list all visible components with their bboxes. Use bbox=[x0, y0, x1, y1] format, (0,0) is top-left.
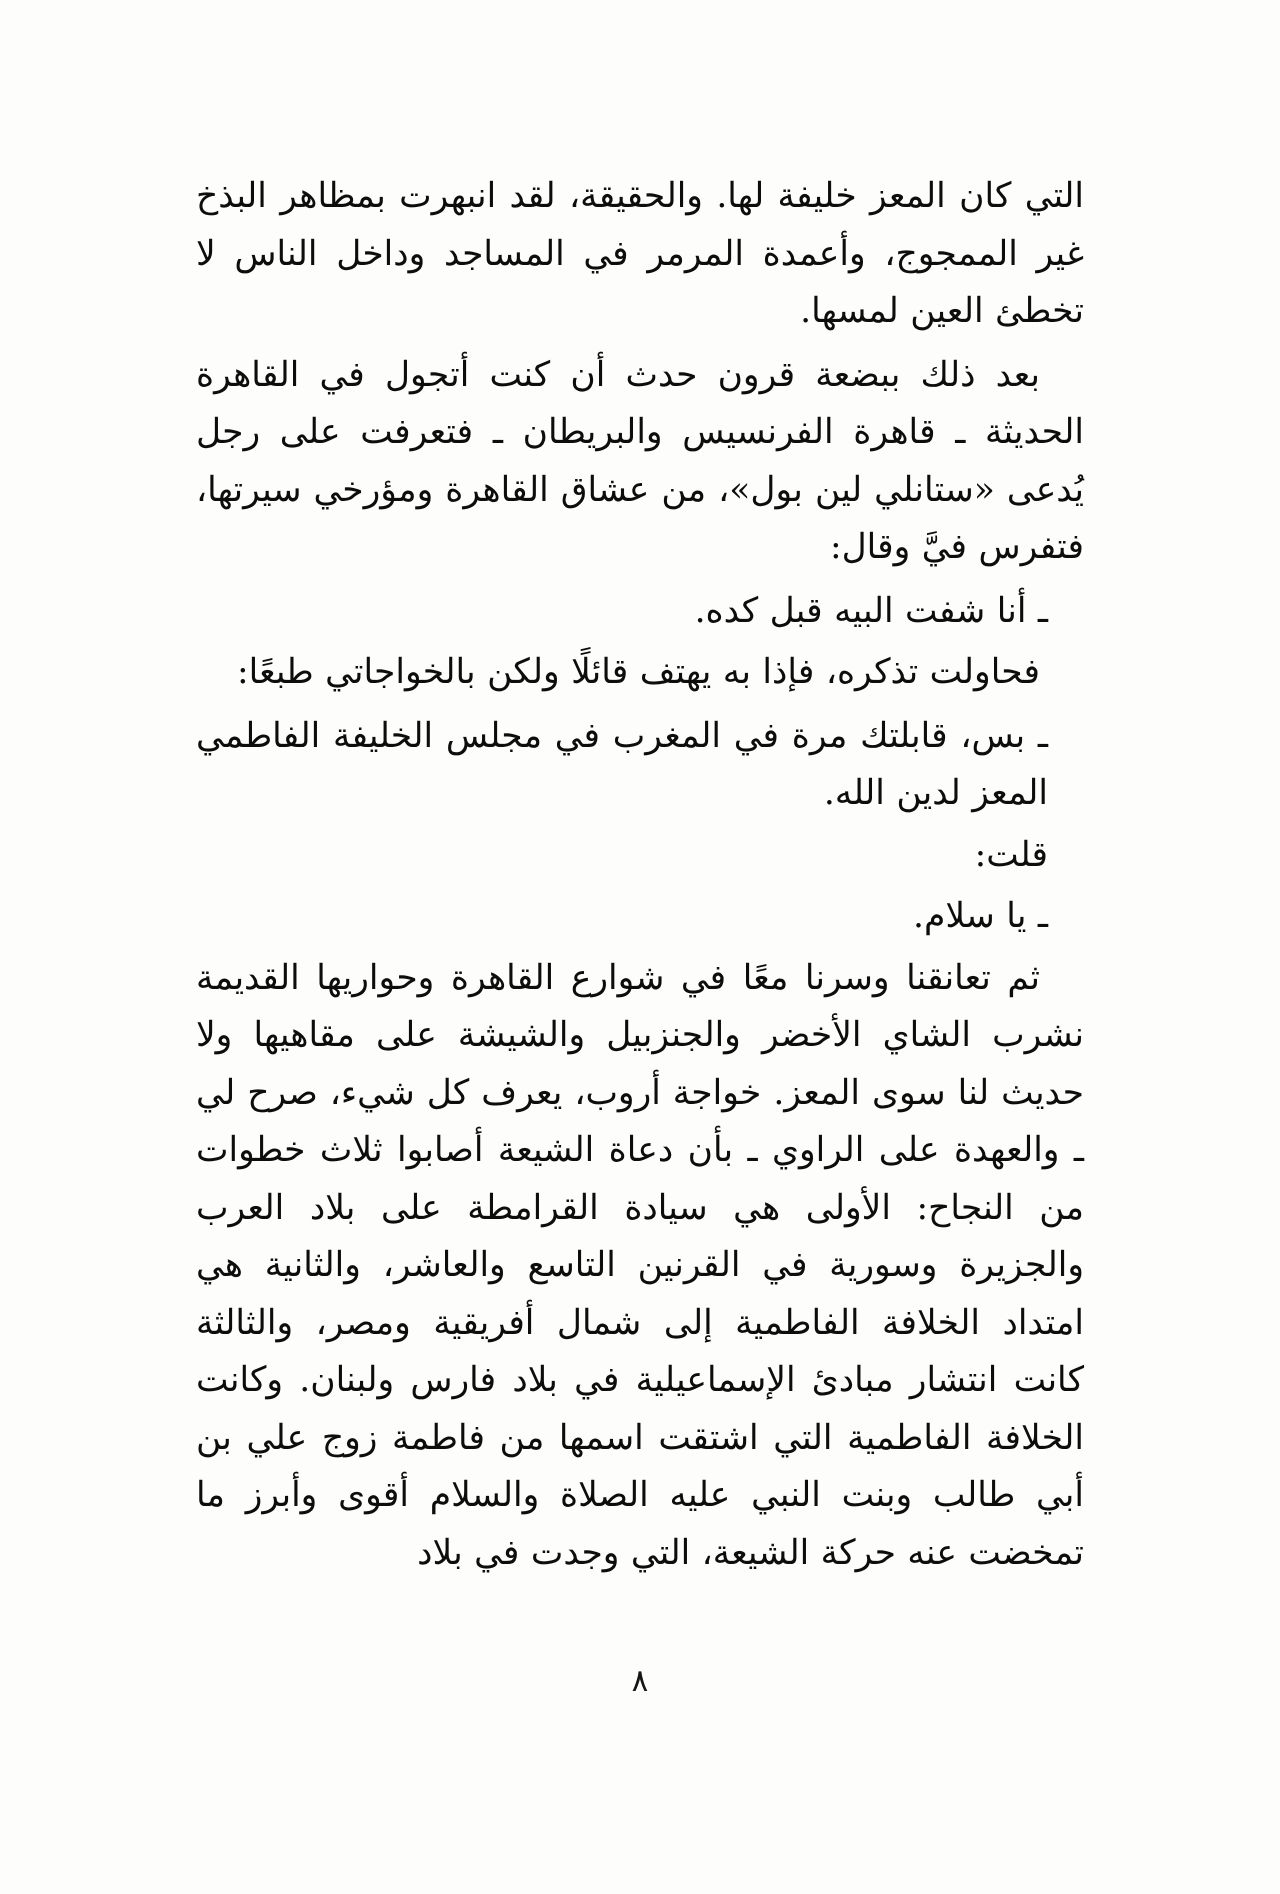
page-number: ٨ bbox=[631, 1663, 649, 1699]
dialogue-line-3: ـ يا سلام. bbox=[913, 896, 1048, 936]
narrator-said-label: قلت: bbox=[974, 834, 1048, 875]
page-text-body bbox=[196, 168, 1084, 1582]
paragraph-fatimid-history: ثم تعانقنا وسرنا معًا في شوارع القاهرة وحواريها القديمة نشرب الشاي الأخضر والجنزبيل والشيشة على مقاهيها ولا حديث لنا سوى المعز. خواجة أروب، يعرف كل شيء، صرح لي ـ والعهدة على الراوي ـ بأن دعاة الشيعة أصابوا ثلاث خطوات من النجاح: الأولى هي سيادة القرامطة على بلاد العرب والجزيرة وسورية في القرنين التاسع والعاشر، والثانية هي امتداد الخلافة الفاطمية إلى شمال أفريقية ومصر، والثالثة كانت انتشار مبادئ الإسماعيلية في بلاد فارس ولبنان. وكانت الخلافة الفاطمية التي اشتقت اسمها من فاطمة زوج علي بن أبي طالب وبنت النبي عليه الصلاة والسلام أقوى وأبرز ما تمخضت عنه حركة الشيعة، التي وجدت في بلاد bbox=[196, 957, 1084, 1573]
paragraph-recall: فحاولت تذكره، فإذا به يهتف قائلًا ولكن بالخواجاتي طبعًا: bbox=[237, 652, 1040, 692]
paragraph-continuation: التي كان المعز خليفة لها. والحقيقة، لقد انبهرت بمظاهر البذخ غير الممجوج، وأعمدة المرمر في المساجد وداخل الناس لا تخطئ العين لمسها. bbox=[196, 176, 1084, 331]
dialogue-line-1: ـ أنا شفت البيه قبل كده. bbox=[694, 590, 1048, 631]
paragraph-stanley-lane-poole: بعد ذلك ببضعة قرون حدث أن كنت أتجول في القاهرة الحديثة ـ قاهرة الفرنسيس والبريطان ـ فتعرفت على رجل يُدعى «ستانلي لين بول»، من عشاق القاهرة ومؤرخي سيرتها، فتفرس فيَّ وقال: bbox=[196, 354, 1084, 567]
dialogue-line-2: ـ بس، قابلتك مرة في المغرب في مجلس الخليفة الفاطمي المعز لدين الله. bbox=[196, 715, 1048, 813]
